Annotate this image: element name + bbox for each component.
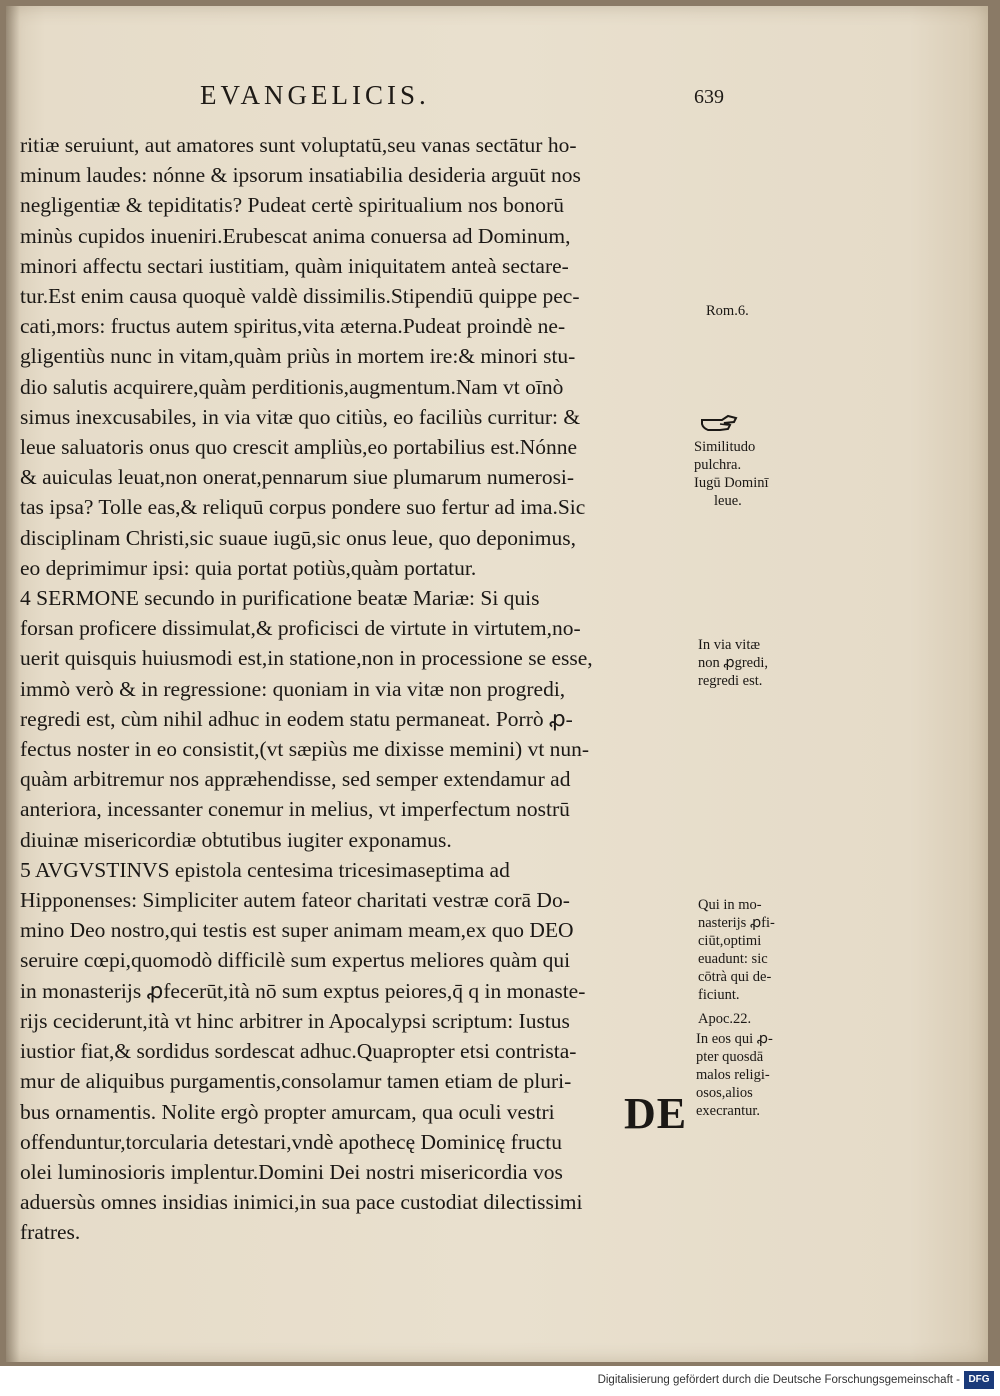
text-line: uerit quisquis huiusmodi est,in statione,non in processione se esse, [20, 646, 593, 671]
text-line: minùs cupidos inueniri.Erubescat anima conuersa ad Dominum, [20, 223, 571, 248]
text-line: simus inexcusabiles, in via vitæ quo citiùs, eo faciliùs curritur: & [20, 404, 581, 429]
text-line: olei luminosioris implentur.Domini Dei nostri misericordia vos [20, 1159, 563, 1184]
text-line: seruire cœpi,quomodò difficilè sum expertus meliores quàm qui [20, 948, 571, 973]
text-line: disciplinam Christi,sic suaue iugū,sic onus leue, quo deponimus, [20, 525, 576, 550]
text-line: fratres. [20, 1220, 81, 1245]
text-line: anteriora, incessanter conemur in melius, vt imperfectum nostrū [20, 797, 570, 822]
text-line: gligentiùs nunc in vitam,quàm priùs in mortem ire:& minori stu- [20, 344, 576, 369]
margin-note-line: Rom.6. [706, 303, 749, 319]
text-line: aduersùs omnes insidias inimici,in sua pace custodiat dilectissimi [20, 1190, 583, 1215]
text-line: Hipponenses: Simpliciter autem fateor charitati vestræ corā Do- [20, 888, 570, 913]
margin-note-line: pulchra. [694, 457, 742, 473]
text-line: forsan proficere dissimulat,& proficisci de virtute in virtutem,no- [20, 616, 581, 641]
margin-note-line: malos religi- [696, 1067, 770, 1083]
margin-note-line: Qui in mo- [698, 897, 762, 913]
text-line: leue saluatoris onus quo crescit ampliùs,eo portabilius est.Nónne [20, 435, 578, 460]
footer-bar [0, 1366, 1000, 1396]
text-line: immò verò & in regressione: quoniam in via vitæ non progredi, [20, 676, 566, 701]
text-line: dio salutis acquirere,quàm perditionis,augmentum.Nam vt oīnò [20, 374, 564, 399]
margin-note-line: In via vitæ [698, 637, 761, 653]
margin-note-via-vitae [698, 636, 768, 690]
margin-note-apoc [698, 1010, 751, 1028]
text-line: 5 AVGVSTINVS epistola centesima tricesimaseptima ad [20, 857, 510, 882]
dfg-logo-icon: DFG [964, 1371, 994, 1389]
catchword: DE [624, 1089, 688, 1138]
margin-note-line: In eos qui ꝓ- [696, 1031, 773, 1047]
spine-shadow [6, 6, 20, 1362]
margin-note-line: ficiunt. [698, 987, 740, 1003]
margin-note-line: Iugū Dominī [694, 475, 769, 491]
text-line: diuinæ misericordiæ obtutibus iugiter exponamus. [20, 827, 452, 852]
text-line: cati,mors: fructus autem spiritus,vita æterna.Pudeat proindè ne- [20, 314, 566, 339]
text-line: negligentiæ & tepiditatis? Pudeat certè spiritualium nos bonorū [20, 193, 564, 218]
funding-credit: Digitalisierung gefördert durch die Deutsche Forschungsgemeinschaft - [597, 1374, 960, 1386]
margin-note-line: execrantur. [696, 1103, 761, 1119]
text-line: regredi est, cùm nihil adhuc in eodem statu permaneat. Porrò ꝓ- [20, 706, 573, 731]
text-line: in monasterijs ꝓfecerūt,ità nō sum exptus peiores,q̄ q in monaste- [20, 978, 586, 1003]
text-line: ritiæ seruiunt, aut amatores sunt voluptatū,seu vanas sectātur ho- [20, 133, 577, 157]
text-line: minum laudes: nónne & ipsorum insatiabilia desideria arguūt nos [20, 163, 581, 188]
margin-note-line: Similitudo [694, 439, 756, 455]
margin-note-similitudo [694, 438, 769, 510]
text-line: offenduntur,torcularia detestari,vndè apothecę Dominicę fructu [20, 1129, 562, 1154]
margin-note-line: cōtrà qui de- [698, 969, 772, 985]
text-line: iustior fiat,& sordidus sordescat adhuc.Quapropter etsi contrista- [20, 1039, 577, 1064]
text-line: mur de aliquibus purgamentis,consolamur tamen etiam de pluri- [20, 1069, 572, 1094]
text-line: & auiculas leuat,non onerat,pennarum siue plumarum numerosi- [20, 465, 575, 490]
margin-note-line: nasterijs ꝓfi- [698, 915, 775, 931]
margin-note-line: regredi est. [698, 673, 763, 689]
margin-note-line: ciūt,optimi [698, 933, 762, 949]
text-line: mino Deo nostro,qui testis est super animam meam,ex quo DEO [20, 918, 574, 943]
text-line: tas ipsa? Tolle eas,& reliquū corpus pondere suo fertur ad ima.Sic [20, 495, 586, 520]
text-line: minori affectu sectari iustitiam, quàm iniquitatem anteà sectare- [20, 253, 569, 278]
running-head: EVANGELICIS. [200, 80, 430, 110]
page-number: 639 [694, 86, 724, 108]
pointing-hand-icon [700, 408, 740, 438]
text-line: bus ornamentis. Nolite ergò propter amurcam, qua oculi vestri [20, 1099, 555, 1124]
margin-note-line: leue. [714, 493, 742, 509]
text-line: rijs ceciderunt,ità vt hinc arbitrer in Apocalypsi scriptum: Iustus [20, 1008, 570, 1033]
margin-note-monasterijs [698, 896, 775, 1004]
text-line: eo deprimimur ipsi: quia portat potiùs,quàm portatur. [20, 555, 477, 580]
main-text-block [20, 130, 700, 1248]
margin-note-line: pter quosdā [696, 1049, 764, 1065]
text-line: quàm arbitremur nos appræhendisse, sed semper extendamur ad [20, 767, 571, 792]
text-line: fectus noster in eo consistit,(vt sæpiùs me dixisse memini) vt nun- [20, 737, 590, 762]
margin-note-line: non ꝓgredi, [698, 655, 769, 671]
margin-note-line: Apoc.22. [698, 1011, 752, 1027]
margin-note-rom [706, 302, 749, 320]
text-line: tur.Est enim causa quoquè valdè dissimilis.Stipendiū quippe pec- [20, 284, 580, 309]
margin-note-line: euadunt: sic [698, 951, 768, 967]
text-line: 4 SERMONE secundo in purificatione beatæ Mariæ: Si quis [20, 586, 540, 611]
margin-note-in-eos [696, 1030, 773, 1120]
margin-note-line: osos,alios [696, 1085, 753, 1101]
